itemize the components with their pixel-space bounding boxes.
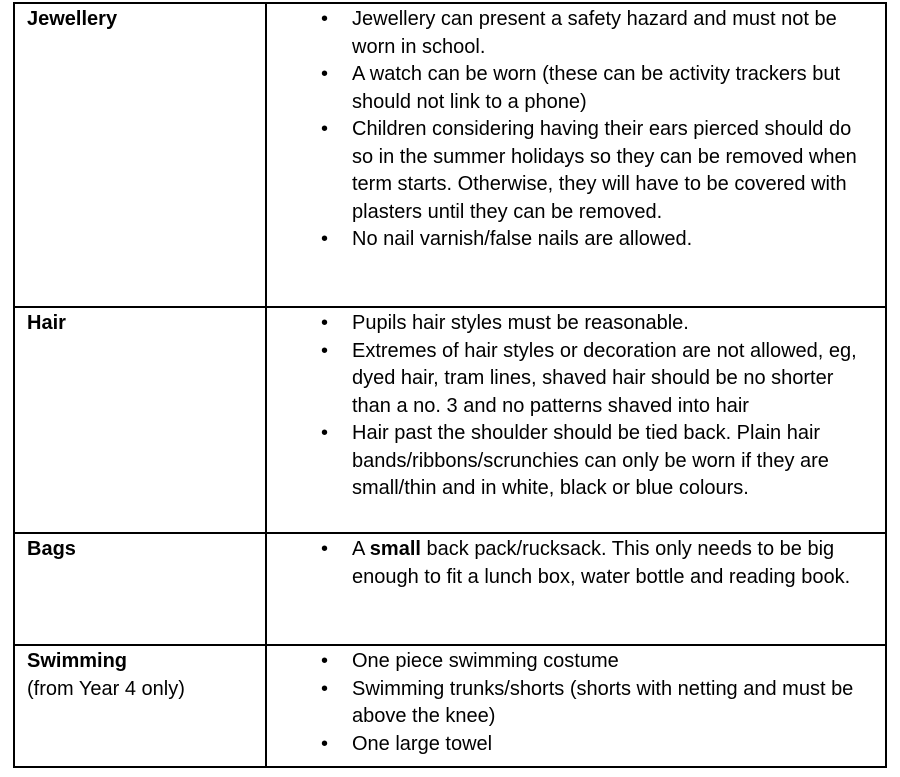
list-item: • Jewellery can present a safety hazard and must not be worn in school. (267, 6, 877, 61)
category-title: Hair (27, 312, 66, 334)
rules-list (267, 648, 877, 758)
category-cell-bags (14, 533, 266, 645)
category-cell-swimming (14, 645, 266, 767)
table-row-jewellery (14, 3, 886, 307)
item-text-bold: small (369, 538, 421, 560)
category-title: Bags (27, 538, 76, 560)
list-item: • No nail varnish/false nails are allowed. (267, 226, 877, 254)
rules-cell-hair (266, 307, 886, 533)
category-title: Jewellery (27, 8, 118, 30)
list-item: • Swimming trunks/shorts (shorts with netting and must be above the knee) (267, 676, 877, 731)
list-item (267, 536, 877, 591)
rules-list (267, 310, 877, 503)
category-subtitle: (from Year 4 only) (27, 677, 185, 700)
table-row-hair (14, 307, 886, 533)
category-cell-jewellery (14, 3, 266, 307)
list-item: • Hair past the shoulder should be tied back. Plain hair bands/ribbons/scrunchies can only be worn if they are small/thin and in white, black or blue colours. (267, 420, 877, 503)
category-title: Swimming (27, 650, 128, 672)
rules-list (267, 6, 877, 254)
rules-cell-jewellery (266, 3, 886, 307)
list-item: • Children considering having their ears pierced should do so in the summer holidays so they can be removed when term starts. Otherwise, they will have to be covered with plasters until they can be removed. (267, 116, 877, 226)
category-cell-hair (14, 307, 266, 533)
list-item: • Extremes of hair styles or decoration are not allowed, eg, dyed hair, tram lines, shaved hair should be no shorter than a no. 3 and no patterns shaved into hair (267, 338, 877, 421)
rules-list (267, 536, 877, 591)
rules-cell-bags (266, 533, 886, 645)
uniform-policy-table (13, 2, 887, 768)
list-item: • One large towel (267, 731, 877, 759)
item-text-prefix: A (352, 538, 370, 560)
list-item: • Pupils hair styles must be reasonable. (267, 310, 877, 338)
item-text-suffix: back pack/rucksack. This only needs to be big enough to fit a lunch box, water bottle and reading book. (352, 538, 851, 588)
list-item: • One piece swimming costume (267, 648, 877, 676)
table-row-swimming (14, 645, 886, 767)
list-item: • A watch can be worn (these can be activity trackers but should not link to a phone) (267, 61, 877, 116)
table-row-bags (14, 533, 886, 645)
rules-cell-swimming (266, 645, 886, 767)
